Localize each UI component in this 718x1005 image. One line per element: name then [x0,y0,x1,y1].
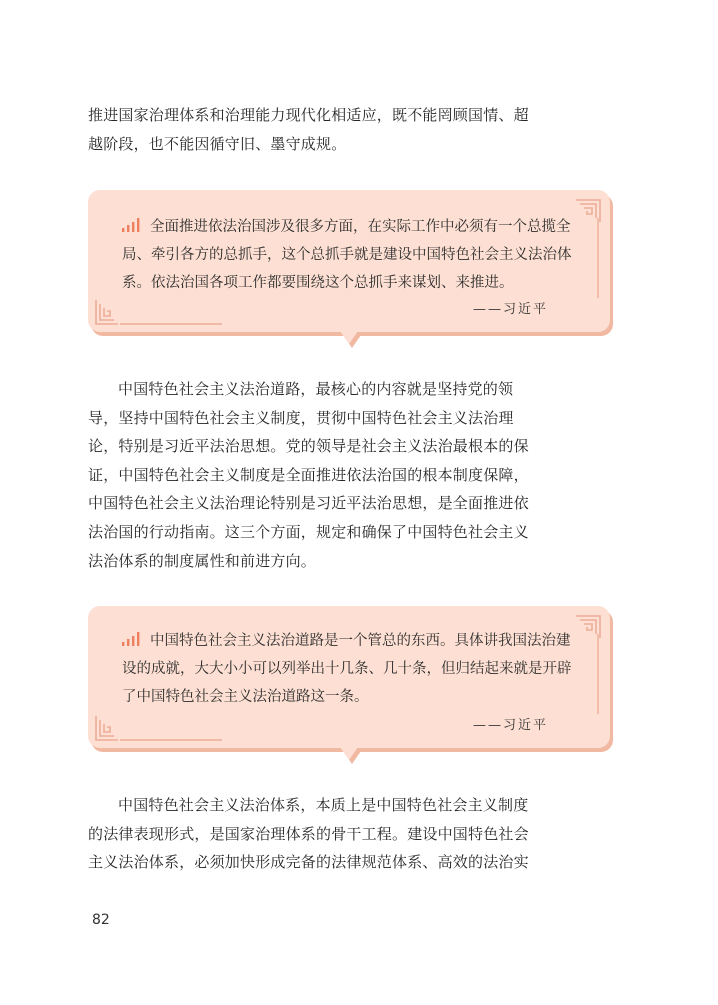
quote-text-1 [122,214,582,297]
text-line: 导，坚持中国特色社会主义制度，贯彻中国特色社会主义法治理 [88,408,514,427]
paragraph-2 [88,375,528,575]
side-rule-ornament [596,634,600,714]
quote-line: 设的成就，大大小小可以列举出十几条、几十条，但归结起来就是开辟 [122,660,572,677]
text-line: 主义法治体系，必须加快形成完备的法律规范体系、高效的法治实 [88,853,529,872]
card-tail [340,747,358,760]
quote-line-text: 中国特色社会主义法治道路是一个管总的东西。具体讲我国法治建 [150,633,571,649]
text-line: 的法律表现形式，是国家治理体系的骨干工程。建设中国特色社会 [88,824,529,843]
quote-card-1 [88,190,610,332]
text-line: 法治国的行动指南。这三个方面，规定和确保了中国特色社会主义 [88,522,529,541]
text-line: 越阶段，也不能因循守旧、墨守成规。 [88,134,347,153]
text-line: 论，特别是习近平法治思想。党的领导是社会主义法治最根本的保 [88,437,529,456]
corner-ornament-icon [94,300,224,326]
side-rule-ornament [596,218,600,298]
signal-bars-icon [122,632,140,646]
quote-text-2 [122,628,582,711]
quote-line [122,214,582,242]
corner-ornament-icon [94,716,224,742]
paragraph-1 [88,101,528,158]
text-line: 中国特色社会主义法治道路，最核心的内容就是坚持党的领 [118,380,514,398]
text-line: 推进国家治理体系和治理能力现代化相适应，既不能罔顾国情、超 [88,106,529,124]
quote-attribution: ——习近平 [472,302,548,317]
card-tail [340,331,358,344]
quote-card-2 [88,606,610,748]
text-line: 中国特色社会主义法治体系，本质上是中国特色社会主义制度 [118,796,529,814]
page-number: 82 [92,912,110,928]
signal-bars-icon [122,218,140,232]
quote-line: 系。依法治国各项工作都要围绕这个总抓手来谋划、来推进。 [122,274,514,291]
paragraph-3 [88,791,528,877]
quote-line: 局、牵引各方的总抓手，这个总抓手就是建设中国特色社会主义法治体 [122,246,572,263]
text-line: 法治体系的制度属性和前进方向。 [88,551,317,570]
quote-line [122,628,582,656]
text-line: 证，中国特色社会主义制度是全面推进依法治国的根本制度保障， [88,465,529,484]
quote-attribution: ——习近平 [472,718,548,733]
text-line: 中国特色社会主义法治理论特别是习近平法治思想，是全面推进依 [88,494,529,513]
quote-line: 了中国特色社会主义法治道路这一条。 [122,688,369,705]
quote-line-text: 全面推进依法治国涉及很多方面，在实际工作中必须有一个总揽全 [150,219,571,235]
